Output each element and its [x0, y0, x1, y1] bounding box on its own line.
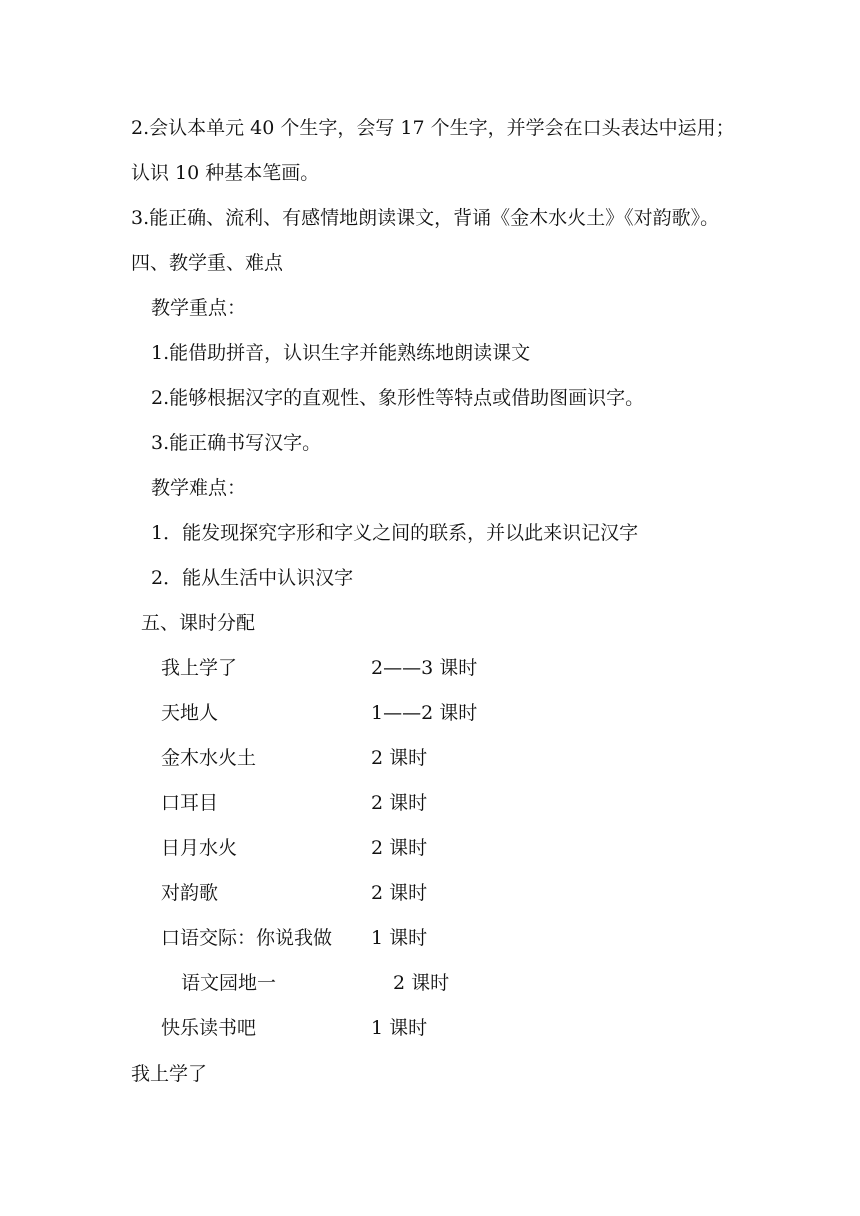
section-4-heading: 四、教学重、难点: [131, 252, 284, 274]
focus-item: 2.能够根据汉字的直观性、象形性等特点或借助图画识字。: [151, 387, 645, 409]
difficulty-label: 教学难点：: [151, 477, 247, 499]
next-lesson-heading: 我上学了: [131, 1063, 208, 1085]
schedule-lesson: 日月水火: [161, 837, 238, 859]
schedule-hours: 1 课时: [371, 927, 428, 949]
schedule-hours: 2 课时: [393, 972, 450, 994]
schedule-lesson: 金木水火土: [161, 747, 257, 769]
schedule-hours: 2——3 课时: [371, 657, 478, 679]
schedule-hours: 2 课时: [371, 837, 428, 859]
schedule-lesson: 口语交际：你说我做: [161, 927, 333, 949]
schedule-hours: 2 课时: [371, 747, 428, 769]
schedule-hours: 2 课时: [371, 882, 428, 904]
section-5-heading: 五、课时分配: [141, 612, 256, 634]
difficulty-item: 2．能从生活中认识汉字: [151, 567, 354, 589]
difficulty-item: 1．能发现探究字形和字义之间的联系，并以此来识记汉字: [151, 522, 639, 544]
focus-item: 1.能借助拼音，认识生字并能熟练地朗读课文: [151, 342, 531, 364]
schedule-lesson: 天地人: [161, 702, 219, 724]
objective-3: 3.能正确、流利、有感情地朗读课文，背诵《金木水火土》《对韵歌》。: [131, 207, 720, 229]
schedule-lesson: 我上学了: [161, 657, 238, 679]
focus-item: 3.能正确书写汉字。: [151, 432, 322, 454]
schedule-hours: 1——2 课时: [371, 702, 478, 724]
focus-label: 教学重点：: [151, 297, 247, 319]
schedule-lesson: 对韵歌: [161, 882, 219, 904]
schedule-lesson: 快乐读书吧: [161, 1017, 257, 1039]
schedule-hours: 1 课时: [371, 1017, 428, 1039]
schedule-lesson: 口耳目: [161, 792, 219, 814]
schedule-lesson: 语文园地一: [181, 972, 277, 994]
objective-2-line-1: 2.会认本单元 40 个生字，会写 17 个生字，并学会在口头表达中运用；: [131, 117, 735, 139]
schedule-hours: 2 课时: [371, 792, 428, 814]
objective-2-line-2: 认识 10 种基本笔画。: [131, 162, 320, 184]
